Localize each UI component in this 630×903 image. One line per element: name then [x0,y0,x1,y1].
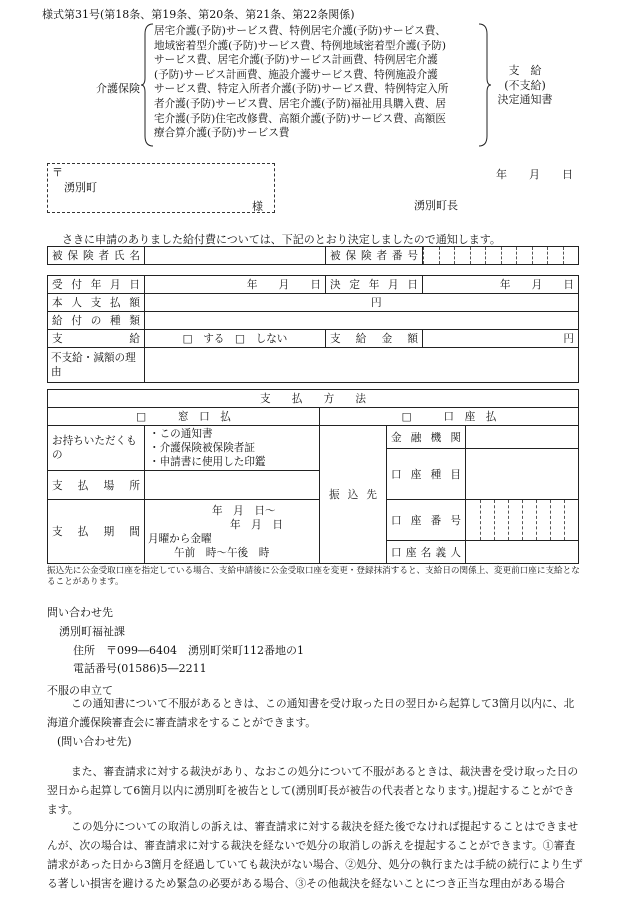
place-label: 支払場所 [48,471,145,500]
appeal-paragraph-1-note: (問い合わせ先) [57,735,132,748]
bring-item: ・申請書に使用した印鑑 [149,456,266,468]
decided-date-field[interactable]: 年 月 日 [423,276,579,294]
bank-label: 金融機関 [387,426,466,449]
account-number-label: 口座番号 [387,500,466,541]
insured-number-field[interactable] [423,247,579,265]
service-line: 居宅介護(予防)サービス費、特例居宅介護(予防)サービス費、 [154,25,446,37]
reason-label: 不支給・減額の理由 [48,348,145,383]
window-pay-header[interactable]: □ 窓 口 払 [48,408,320,426]
account-holder-label: 口座名義人 [387,541,466,564]
period-label: 支払期間 [48,500,145,564]
service-list [154,24,488,141]
contact-phone: 電話番号(01586)5―2211 [73,662,207,675]
payment-label: 支給 [48,330,145,348]
account-holder-field[interactable] [466,541,579,564]
period-line: 年 月 日～ [212,504,276,517]
notice-title-line: 支 給 [508,64,542,77]
received-date-label: 受付年月日 [48,276,145,294]
payment-method-title: 支 払 方 法 [48,390,579,408]
service-line: サービス費、特定入所者介護(予防)サービス費、特例特定入所 [154,83,449,96]
bring-label: お持ちいただくもの [48,426,145,471]
bring-item: ・この通知書 [149,428,213,440]
notice-title-line: (不支給) [504,78,546,92]
appeal-paragraph-1: この通知書について不服があるときは、この通知書を受け取った日の翌日から起算して3箇月以内に、北海道介護保険審査会に審査請求をすることができます。 [47,697,575,729]
contact-section: 湧別町福祉課 [59,625,125,638]
payment-method-table [47,389,579,564]
payment-amount-label: 支給金額 [326,330,423,348]
notice-title-line: 決定通知書 [497,93,553,106]
benefit-type-label: 給付の種類 [48,312,145,330]
notice-title [490,64,560,108]
appeal-heading: 不服の申立て [47,684,113,697]
decided-date-label: 決定年月日 [326,276,423,294]
service-line: 地域密着型介護(予防)サービス費、特例地域密着型介護(予防) [154,39,446,52]
issue-date: 年 月 日 [496,168,573,181]
appeal-paragraph-2: また、審査請求に対する裁決があり、なおこの処分について不服があるときは、裁決書を受け取った日の翌日から起算して6箇月以内に湧別町を被告として(湧別町長が被告の代表者となります。)提起することができます。 [47,765,579,816]
kaigo-label: 介護保険 [96,82,140,95]
account-pay-header[interactable]: □ 口 座 払 [320,408,579,426]
bring-items [145,426,320,471]
service-line: (予防)サービス計画費、施設介護サービス費、特例施設介護 [154,68,438,81]
contact-address: 住所 〒099―6404 湧別町栄町112番地の1 [73,644,304,657]
insured-name-field[interactable] [145,247,326,265]
payment-note: 振込先に公金受取口座を指定している場合、支給申請後に公金受取口座を変更・登録抹消すると、支給日の関係上、変更前口座に支給となることがあります。 [47,566,580,587]
service-line: 療合算介護(予防)サービス費 [154,127,290,140]
intro-text: さきに申請のありました給付費については、下記のとおり決定しましたので通知します。 [62,233,501,246]
period-line: 午前 時～午後 時 [174,546,270,559]
issuer: 湧別町長 [414,199,458,212]
self-pay-label: 本人支払額 [48,294,145,312]
transfer-label: 振込先 [320,426,387,564]
place-field[interactable] [145,471,320,500]
received-date-field[interactable]: 年 月 日 [145,276,326,294]
account-type-field[interactable] [466,449,579,500]
account-type-label: 口座種目 [387,449,466,500]
form-number: 様式第31号(第18条、第19条、第20条、第21条、第22条関係) [42,8,355,21]
payment-options[interactable]: □ する □ しない [145,330,326,348]
appeal-paragraph-3: この処分についての取消しの訴えは、審査請求に対する裁決を経た後でなければ提起することはできませんが、次の場合は、審査請求に対する裁決を経ないで処分の取消しの訴えを提起することができます。①審査請求があった日から3箇月を経過していても裁決がない場合、②処分、処分の執行または手続の続行により生ずる著しい損害を避けるため緊急の必要がある場合、③その他裁決を経ないことにつき正当な理由がある場合 [47,820,583,890]
period-field [145,500,320,564]
postal-mark: 〒 [52,166,63,179]
bank-field[interactable] [466,426,579,449]
payment-amount-unit: 円 [563,333,574,345]
reason-field[interactable] [145,348,579,383]
decision-table [47,275,579,383]
insured-number-label: 被保険者番号 [326,247,423,265]
payment-amount-field[interactable] [423,330,579,348]
period-line: 年 月 日 [230,518,283,531]
service-line: 者介護(予防)サービス費、居宅介護(予防)福祉用具購入費、居 [154,97,446,110]
account-number-field[interactable] [466,500,579,541]
service-line: 宅介護(予防)住宅改修費、高額介護(予防)サービス費、高額医 [154,112,446,125]
address-sama: 様 [252,200,263,213]
insured-name-label: 被保険者氏名 [48,247,145,265]
bring-item: ・介護保険被保険者証 [149,442,255,454]
contact-heading: 問い合わせ先 [47,606,113,619]
period-line: 月曜から金曜 [148,532,212,545]
self-pay-field[interactable] [145,294,579,312]
address-town: 湧別町 [64,181,97,194]
benefit-type-field[interactable] [145,312,579,330]
service-line: サービス費、居宅介護(予防)サービス計画費、特例居宅介護 [154,54,438,67]
insured-table [47,246,579,265]
self-pay-unit: 円 [371,297,382,309]
